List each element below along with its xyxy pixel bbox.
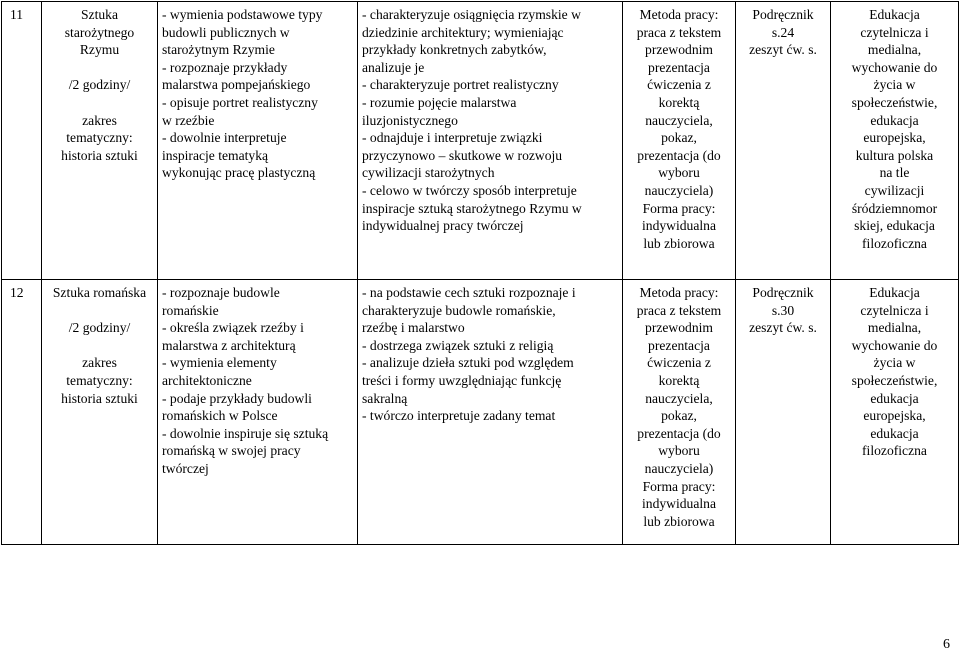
cell-line: zakres [82, 112, 117, 128]
cell-line: malarstwa z architekturą [162, 337, 296, 353]
cell-line: - na podstawie cech sztuki rozpoznaje i [362, 285, 576, 300]
cell-line: na tle [879, 165, 910, 181]
cell-line: /2 godziny/ [68, 320, 131, 336]
cell-line: wychowanie do [851, 59, 938, 75]
basic-requirements [158, 2, 358, 280]
cell-line: - celowo w twórczy sposób interpretuje [362, 182, 577, 198]
cell-line: przykłady konkretnych zabytków, [362, 42, 547, 58]
cell-line: edukacja [870, 390, 919, 406]
cell-line: twórczej [162, 460, 209, 476]
cell-line: prezentacja [648, 337, 710, 353]
table-row [2, 2, 959, 280]
cell-line: - opisuje portret realistyczny [162, 94, 318, 110]
cell-line: przewodnim [645, 42, 713, 58]
cell-line: edukacja [870, 112, 919, 128]
cell-line: - charakteryzuje osiągnięcia rzymskie w [362, 7, 581, 22]
cell-line: ćwiczenia z [647, 355, 711, 371]
cell-line: społeczeństwie, [851, 94, 938, 110]
cell-line: nauczyciela) [644, 460, 714, 476]
cell-line: czytelnicza i [860, 302, 929, 318]
cell-line: czytelnicza i [860, 24, 929, 40]
cell-line: ćwiczenia z [647, 77, 711, 93]
cell-line: romańskie [162, 302, 219, 318]
cell-line: - dowolnie interpretuje [162, 130, 287, 146]
cell-line: tematyczny: [66, 372, 133, 388]
cell-line: - dostrzega związek sztuki z religią [362, 337, 554, 353]
cell-line: analizuje je [362, 59, 425, 75]
cell-line: prezentacja (do [637, 147, 721, 163]
cell-line: przyczynowo – skutkowe w rozwoju [362, 147, 563, 163]
cell-line: - rozpoznaje przykłady [162, 59, 288, 75]
cell-line: edukacja [870, 425, 919, 441]
cell-line: historia sztuki [61, 147, 138, 163]
cell-line: pokaz, [661, 130, 697, 146]
extended-requirements [358, 280, 623, 545]
curriculum-table [1, 1, 959, 545]
cell-line: inspiracje sztuką starożytnego Rzymu w [362, 200, 582, 216]
cell-line: Sztuka romańska [52, 285, 147, 300]
cell-line: Edukacja [869, 7, 920, 22]
cell-line: treści i formy uwzględniając funkcję [362, 372, 562, 388]
cell-line: architektoniczne [162, 372, 252, 388]
cell-line: starożytnym Rzymie [162, 42, 275, 58]
cell-line: - wymienia podstawowe typy [162, 7, 323, 22]
cell-line: lub zbiorowa [643, 513, 715, 529]
cross-curricular-education [831, 280, 959, 545]
cell-line: śródziemnomor [851, 200, 938, 216]
lesson-number: 12 [2, 280, 42, 545]
cell-line: Podręcznik s.24 [752, 7, 814, 40]
cell-line: prezentacja (do [637, 425, 721, 441]
extended-requirements [358, 2, 623, 280]
cell-line: medialna, [867, 320, 922, 336]
lesson-number: 11 [2, 2, 42, 280]
cell-line: Forma pracy: [642, 200, 716, 216]
cell-line: kultura polska [855, 147, 934, 163]
cell-line: europejska, [863, 130, 926, 146]
cell-line: inspiracje tematyką [162, 147, 269, 163]
cell-line: europejska, [863, 408, 926, 424]
cell-line: zakres [82, 355, 117, 371]
cell-line: - analizuje dzieła sztuki pod względem [362, 355, 574, 371]
cell-line: Forma pracy: [642, 478, 716, 494]
cell-line: społeczeństwie, [851, 372, 938, 388]
cell-line: romańskich w Polsce [162, 408, 278, 424]
cell-line: - podaje przykłady budowli [162, 390, 312, 406]
lesson-topic [42, 2, 158, 280]
cell-line: romańską w swojej pracy [162, 443, 301, 459]
cell-line: filozoficzna [862, 235, 927, 251]
teaching-methods [623, 280, 736, 545]
cell-line: Sztuka [81, 7, 118, 22]
cell-line: indywidualnej pracy twórczej [362, 218, 524, 234]
cell-line: zeszyt ćw. s. [749, 42, 817, 58]
cell-line: zeszyt ćw. s. [749, 320, 817, 336]
cell-line: indywidualna [642, 218, 716, 234]
cell-line: korektą [658, 94, 700, 110]
cell-line: - wymienia elementy [162, 355, 277, 371]
cell-line: sakralną [362, 390, 408, 406]
cell-line: /2 godziny/ [68, 77, 131, 93]
cell-line: iluzjonistycznego [362, 112, 458, 128]
cell-line: - rozpoznaje budowle [162, 285, 280, 300]
cell-line: dziedzinie architektury; wymieniając [362, 24, 564, 40]
cell-line: malarstwa pompejańskiego [162, 77, 311, 93]
cell-line: - charakteryzuje portret realistyczny [362, 77, 559, 93]
cell-line: Metoda pracy: [639, 285, 719, 300]
cell-line: wychowanie do [851, 337, 938, 353]
cell-line: skiej, edukacja [854, 218, 935, 234]
cell-line: cywilizacji starożytnych [362, 165, 495, 181]
cell-line: - określa związek rzeźby i [162, 320, 304, 336]
teaching-methods [623, 2, 736, 280]
cell-line: tematyczny: [66, 130, 133, 146]
cell-line: filozoficzna [862, 443, 927, 459]
cell-line: życia w [873, 77, 916, 93]
cell-line: nauczyciela, [645, 390, 713, 406]
cell-line: przewodnim [645, 320, 713, 336]
cell-line: indywidualna [642, 496, 716, 512]
cell-line: wyboru [658, 443, 700, 459]
basic-requirements [158, 280, 358, 545]
cell-line: Rzymu [79, 42, 120, 58]
cell-line: - odnajduje i interpretuje związki [362, 130, 543, 146]
cell-line: pokaz, [661, 408, 697, 424]
cell-line: lub zbiorowa [643, 235, 715, 251]
cell-line: praca z tekstem [636, 302, 722, 318]
cell-line: życia w [873, 355, 916, 371]
cell-line: w rzeźbie [162, 112, 215, 128]
cell-line: Podręcznik s.30 [752, 285, 814, 318]
cell-line: - twórczo interpretuje zadany temat [362, 408, 556, 424]
cell-line: korektą [658, 372, 700, 388]
cell-line: starożytnego [64, 24, 135, 40]
cell-line: cywilizacji [864, 182, 925, 198]
lesson-topic [42, 280, 158, 545]
cell-line: medialna, [867, 42, 922, 58]
cell-line: wykonując pracę plastyczną [162, 165, 316, 181]
cell-line: - rozumie pojęcie malarstwa [362, 94, 517, 110]
cell-line: prezentacja [648, 59, 710, 75]
cell-line: nauczyciela) [644, 182, 714, 198]
table-row [2, 280, 959, 545]
cell-line: budowli publicznych w [162, 24, 290, 40]
cell-line: wyboru [658, 165, 700, 181]
cross-curricular-education [831, 2, 959, 280]
teaching-aids [736, 280, 831, 545]
cell-line: praca z tekstem [636, 24, 722, 40]
cell-line: nauczyciela, [645, 112, 713, 128]
cell-line: - dowolnie inspiruje się sztuką [162, 425, 329, 441]
cell-line: charakteryzuje budowle romańskie, [362, 302, 556, 318]
teaching-aids [736, 2, 831, 280]
cell-line: rzeźbę i malarstwo [362, 320, 465, 336]
cell-line: Edukacja [869, 285, 920, 300]
cell-line: Metoda pracy: [639, 7, 719, 22]
page-number: 6 [943, 637, 950, 652]
cell-line: historia sztuki [61, 390, 138, 406]
